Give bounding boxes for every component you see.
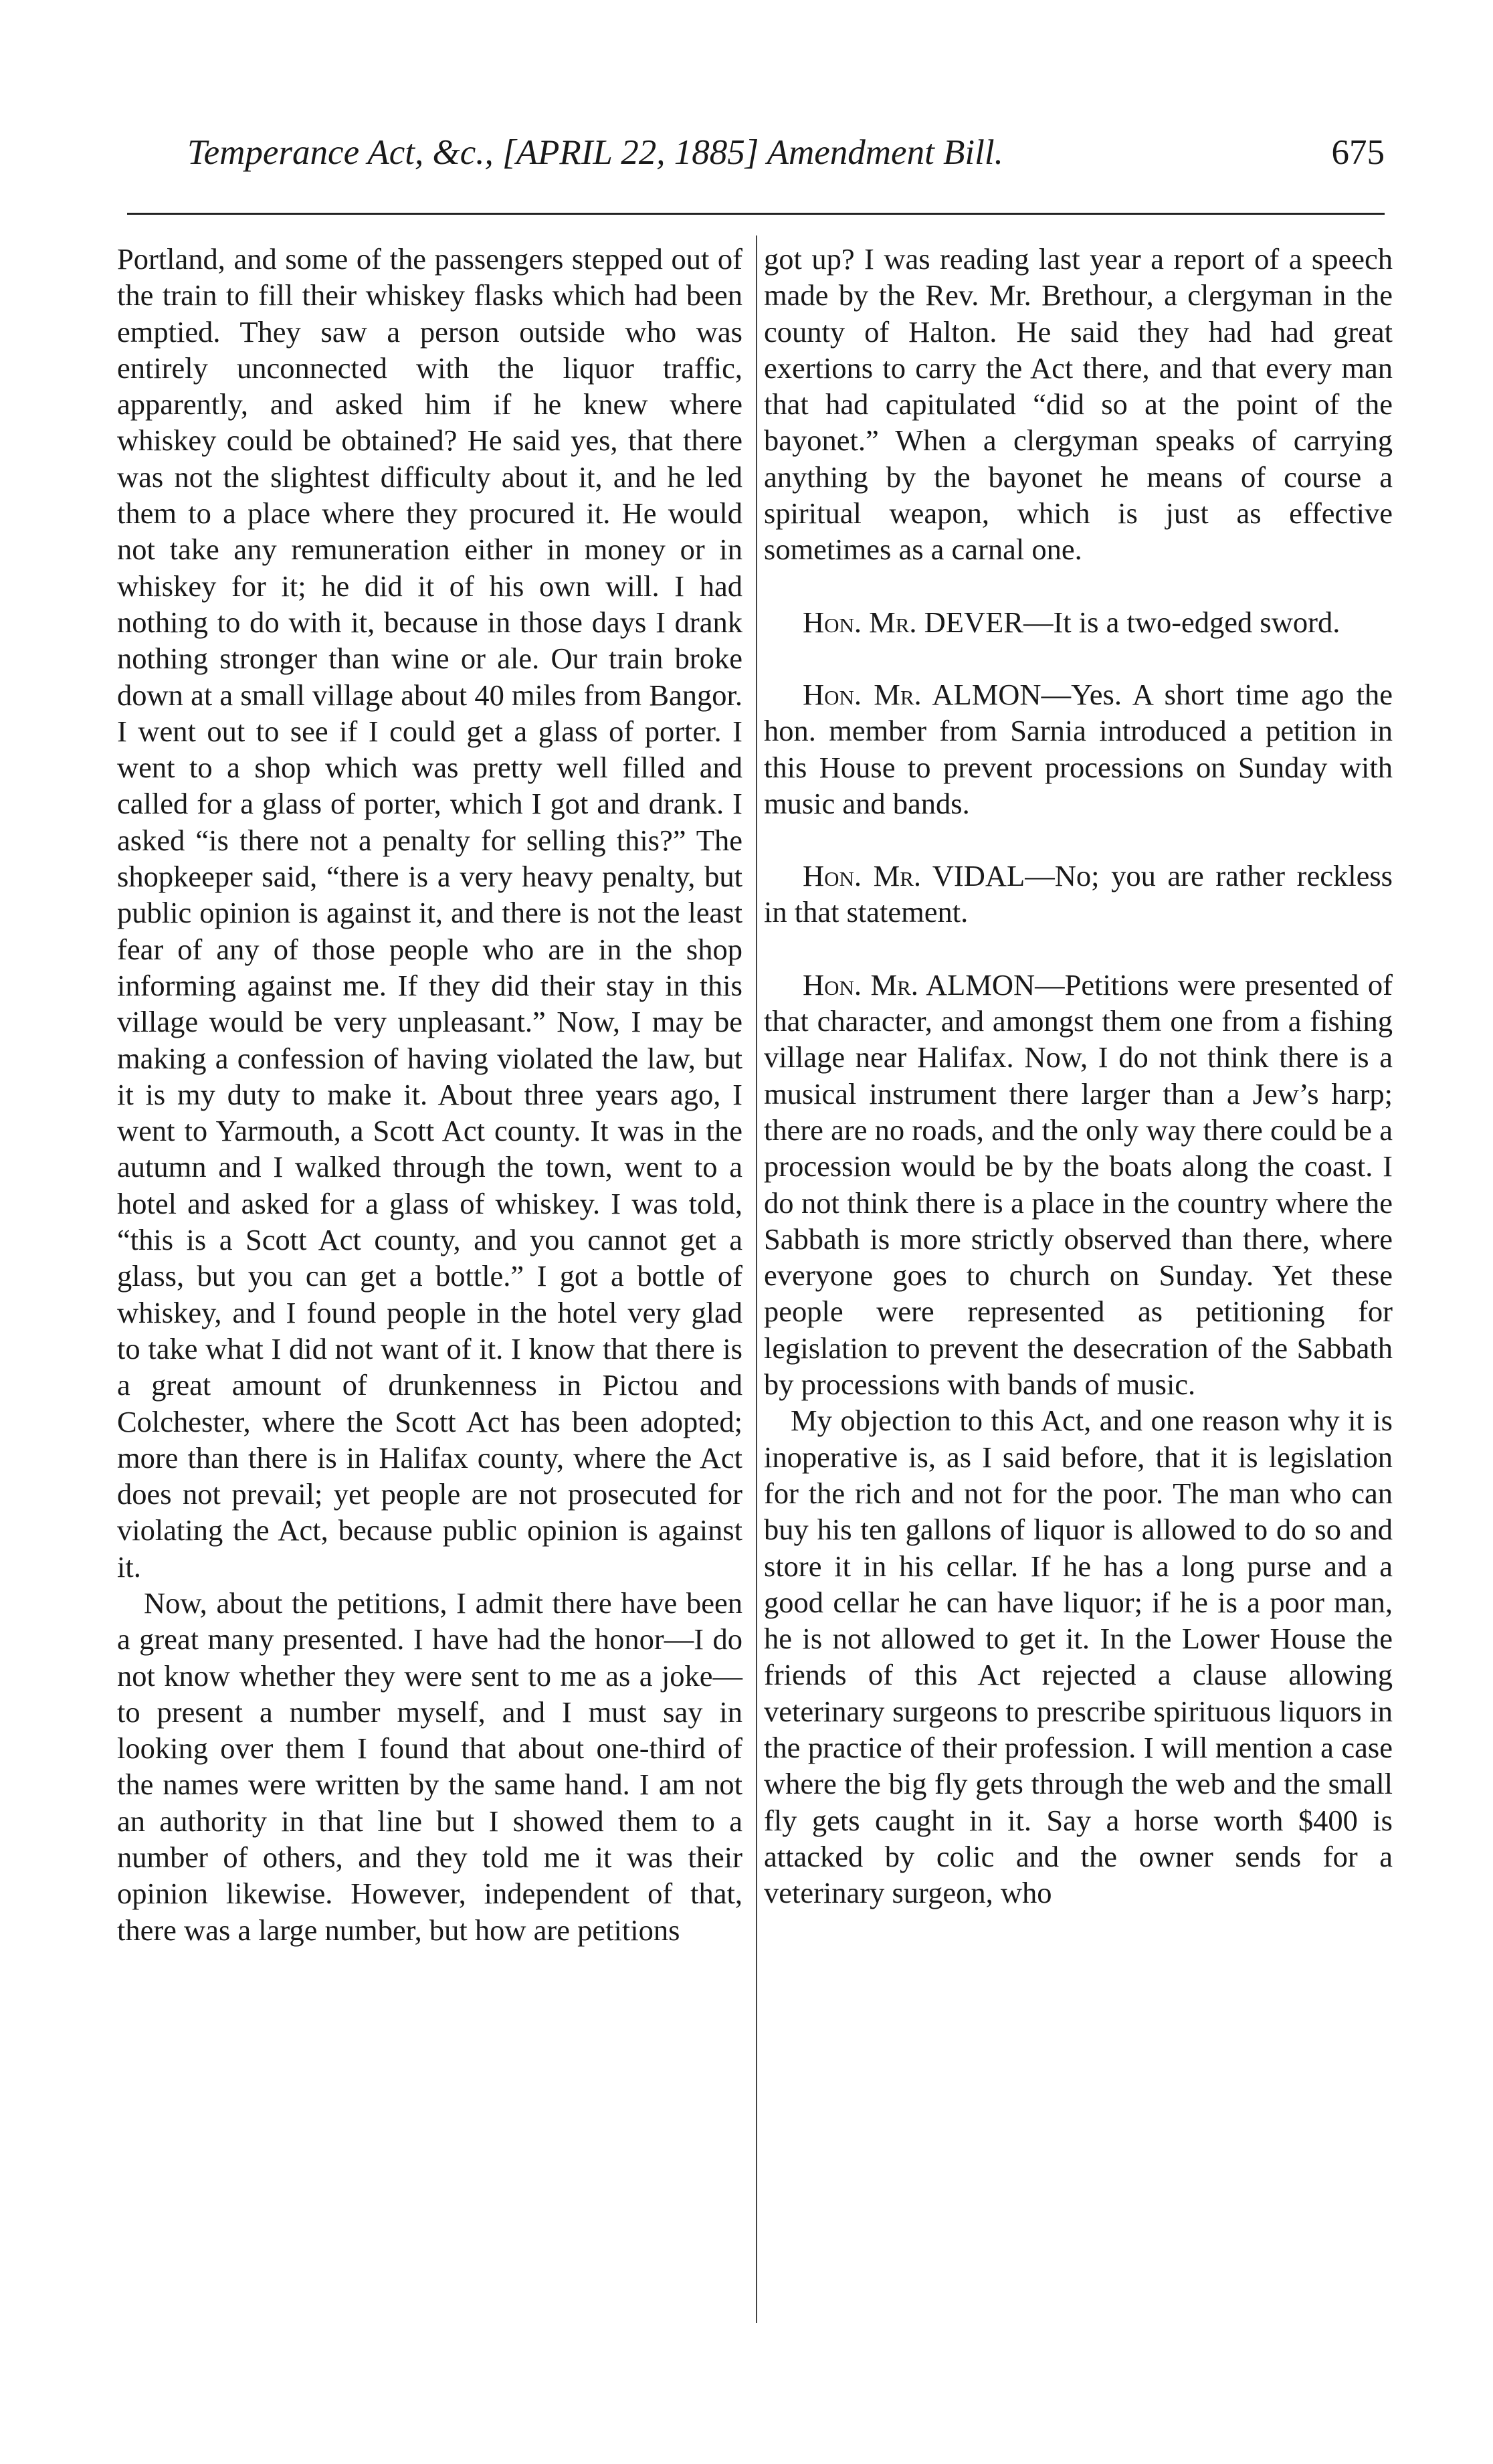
speech-almon <box>764 676 1393 822</box>
paragraph: Now, about the petitions, I admit there have been a great many presented. I have had the honor—I do not know whether they were sent to me as a joke—to present a number myself, and I must say in looking over them I found that about one-third of the names were written by the same hand. I am not an authority in that line but I showed them to a number of others, and they told me it was their opinion likewise. However, independent of that, there was a large number, but how are petitions <box>117 1586 742 1947</box>
speech-text: —Petitions were presented of that character, and amongst them one from a fishing village near Halifax. Now, I do not think there is a musical instrument there larger than a Jew’s harp; there are no roads, and the only way there could be a procession would be by the boats along the coast. I do not think there is a place in the country where the Sabbath is more strictly observed than there, where everyone goes to church on Sunday. Yet these people were represented as petitioning for legislation to prevent the desecration of the Sabbath by processions with bands of music. <box>764 967 1393 1402</box>
paragraph: got up? I was reading last year a report of a speech made by the Rev. Mr. Brethour, a clergyman in the county of Halton. He said they had had great exertions to carry the Act there, and that every man that had capitulated “did so at the point of the bayonet.” When a clergyman speaks of carrying anything by the bayonet he means of course a spiritual weapon, which is just as effective sometimes as a carnal one. <box>764 242 1393 567</box>
speech-text: —It is a two-edged sword. <box>1023 605 1340 639</box>
speech-dever <box>764 604 1393 640</box>
speech-almon <box>764 967 1393 1403</box>
speech-vidal <box>764 858 1393 931</box>
paragraph: My objection to this Act, and one reason why it is inoperative is, as I said before, that it is legislation for the rich and not for the poor. The man who can buy his ten gallons of liquor is allowed to do so and store it in his cellar. If he has a long purse and a good cellar he can have liquor; if he is a poor man, he is not allowed to get it. In the Lower House the friends of this Act rejected a clause allowing veterinary surgeons to prescribe spirituous liquors in the practice of their profession. I will mention a case where the big fly gets through the web and the small fly gets caught in it. Say a horse worth $400 is attacked by colic and the owner sends for a veterinary surgeon, who <box>764 1404 1393 1910</box>
running-header <box>127 126 1385 179</box>
speaker-name: Hon. Mr. VIDAL <box>803 859 1025 893</box>
page-number: 675 <box>1331 133 1385 172</box>
speech-text: —No; you are rather reckless in that statement. <box>764 859 1393 929</box>
left-column <box>117 241 742 1948</box>
header-rule <box>127 213 1385 215</box>
running-title: Temperance Act, &c., [APRIL 22, 1885] Amendment Bill. <box>187 133 1003 172</box>
paragraph: Portland, and some of the passengers stepped out of the train to fill their whiskey flasks which had been emptied. They saw a person outside who was entirely unconnected with the liquor traffic, apparently, and asked him if he knew where whiskey could be obtained? He said yes, that there was not the slightest difficulty about it, and he led them to a place where they procured it. He would not take any remuneration either in money or in whiskey for it; he did it of his own will. I had nothing to do with it, because in those days I drank nothing stronger than wine or ale. Our train broke down at a small village about 40 miles from Bangor. I went out to see if I could get a glass of porter. I went to a shop which was pretty well filled and called for a glass of porter, which I got and drank. I asked “is there not a penalty for selling this?” The shopkeeper said, “there is a very heavy penalty, but public opinion is against it, and there is not the least fear of any of those people who are in the shop informing against me. If they did their stay in this village would be very unpleasant.” Now, I may be making a confession of having violated the law, but it is my duty to make it. About three years ago, I went to Yarmouth, a Scott Act county. It was in the autumn and I walked through the town, went to a hotel and asked for a glass of whiskey. I was told, “this is a Scott Act county, and you cannot get a glass, but you can get a bottle.” I got a bottle of whiskey, and I found people in the hotel very glad to take what I did not want of it. I know that there is a great amount of drunkenness in Pictou and Colchester, where the Scott Act has been adopted; more than there is in Halifax county, where the Act does not prevail; yet people are not prosecuted for violating the Act, because public opinion is against it. <box>117 242 742 1584</box>
right-column <box>764 241 1393 1911</box>
speaker-name: Hon. Mr. ALMON <box>803 967 1035 1002</box>
speaker-name: Hon. Mr. ALMON <box>803 677 1041 711</box>
speech-text: —Yes. A short time ago the hon. member from Sarnia introduced a petition in this House to prevent processions on Sunday with music and bands. <box>764 677 1393 820</box>
speaker-name: Hon. Mr. DEVER <box>803 605 1023 639</box>
column-divider <box>756 235 757 2323</box>
